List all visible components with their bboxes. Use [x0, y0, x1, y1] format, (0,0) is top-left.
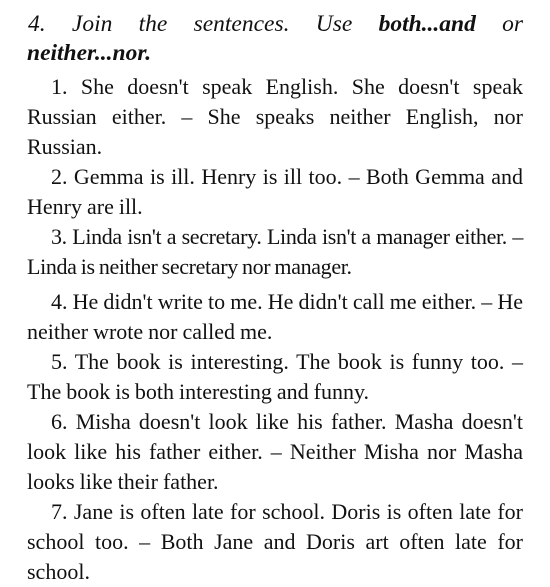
exercise-instruction: Join the sentences. Use — [71, 11, 353, 37]
exercise-item-4 — [27, 287, 523, 347]
item-text: Gemma is ill. Henry is ill too. – Both Gemma and Henry are ill. — [27, 164, 524, 219]
item-text: He didn't write to me. He didn't call me either. – He neither wrote nor called me. — [27, 289, 523, 344]
item-number: 3. — [51, 224, 67, 249]
item-text: The book is interesting. The book is funny too. – The book is both interesting and funny. — [27, 349, 523, 404]
exercise-heading — [27, 10, 523, 68]
exercise-item-5 — [27, 347, 523, 407]
exercise-number: 4. — [28, 11, 46, 37]
exercise-item-2 — [27, 162, 523, 222]
exercise-item-1 — [27, 72, 523, 162]
item-number: 4. — [51, 289, 68, 314]
option-both-and: both...and — [378, 11, 476, 37]
item-number: 6. — [51, 409, 68, 434]
item-text: Linda isn't a secretary. Linda isn't a manager either. – Linda is neither secretary nor manager. — [27, 224, 523, 279]
item-text: Misha doesn't look like his father. Masha doesn't look like his father either. – Neither Misha nor Masha looks like their father. — [27, 409, 524, 494]
item-text: She doesn't speak English. She doesn't speak Russian either. – She speaks neither English, nor Russian. — [27, 74, 524, 159]
item-text: Jane is often late for school. Doris is often late for school too. – Both Jane and Doris art often late for school. — [27, 499, 524, 584]
item-number: 5. — [51, 349, 68, 374]
item-number: 7. — [51, 499, 68, 524]
exercise-item-6 — [27, 407, 523, 497]
exercise-page — [27, 10, 523, 587]
exercise-item-3 — [27, 222, 523, 282]
exercise-item-7 — [27, 497, 523, 587]
item-number: 1. — [51, 74, 68, 99]
item-number: 2. — [51, 164, 68, 189]
option-neither-nor: neither...nor. — [27, 40, 152, 66]
instruction-connector: or — [502, 11, 524, 37]
